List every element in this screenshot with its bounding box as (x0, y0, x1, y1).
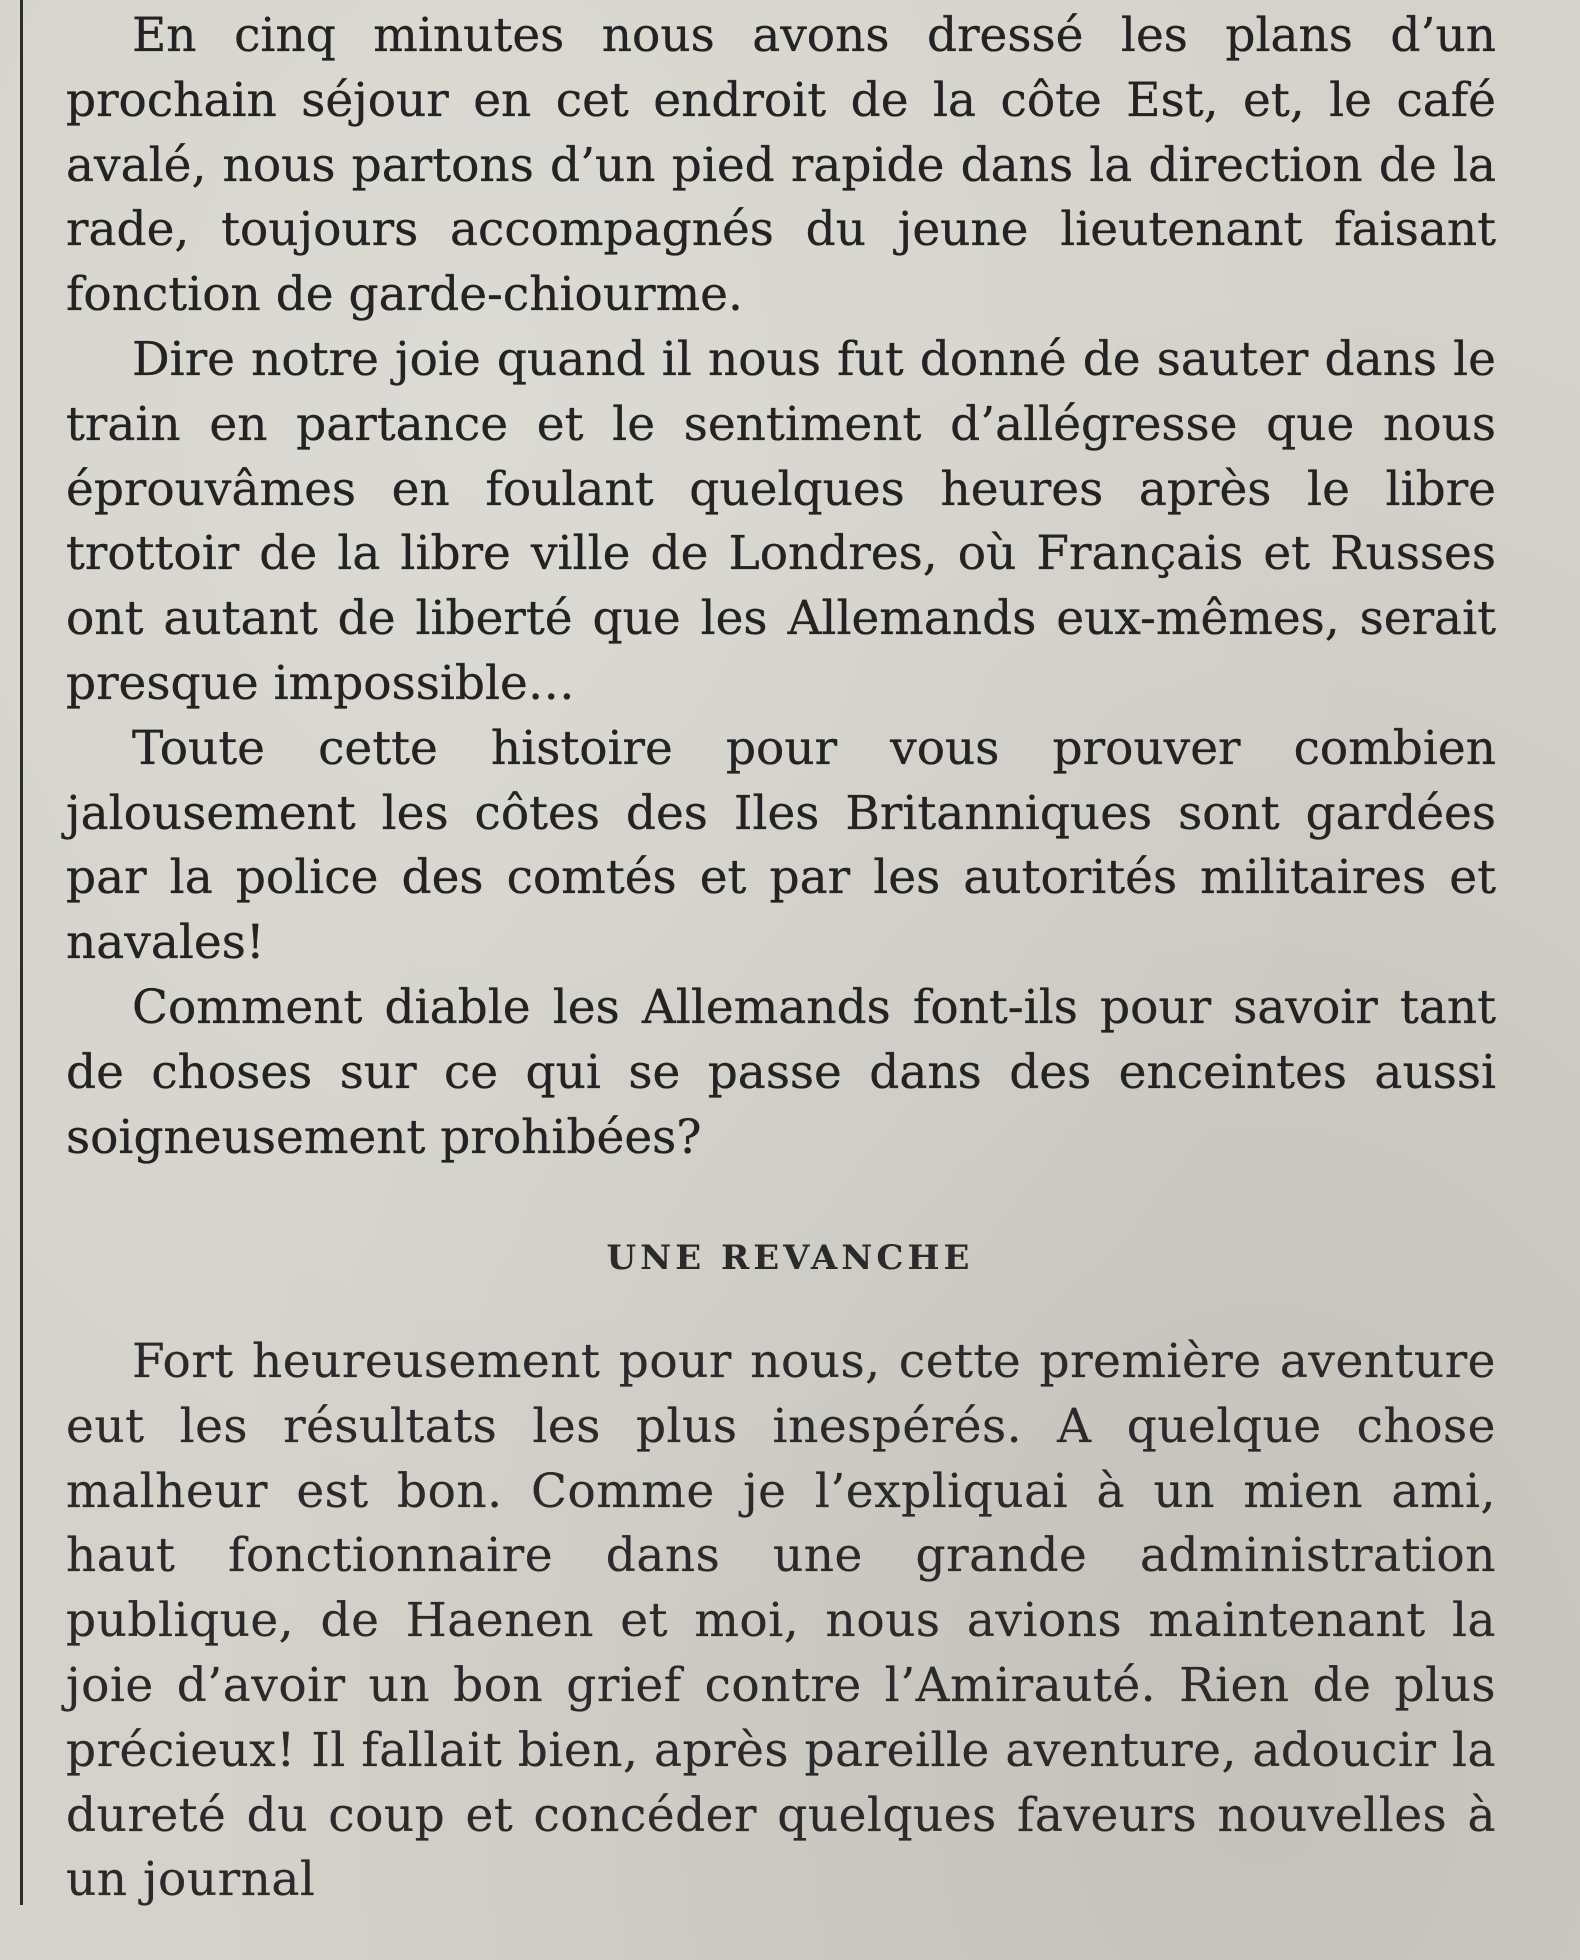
section-body (66, 1330, 1496, 1913)
margin-rule (20, 0, 23, 1905)
body-text (66, 4, 1496, 1170)
section-paragraph: Fort heureusement pour nous, cette première aventure eut les résultats les plus inespérés. A quelque chose malheur est bon. Comme je l’expliquai à un mien ami, haut fonctionnaire dans une grande administration publique, de Haenen et moi, nous avions maintenant la joie d’avoir un bon grief contre l’Amirauté. Rien de plus précieux! Il fallait bien, après pareille aventure, adoucir la dureté du coup et concéder quelques faveurs nouvelles à un journal (66, 1334, 1496, 1908)
paragraph-2: Dire notre joie quand il nous fut donné de sauter dans le train en partance et le sentiment d’allégresse que nous éprouvâmes en foulant quelques heures après le libre trottoir de la libre ville de Londres, où Français et Russes ont autant de liberté que les Allemands eux-mêmes, serait presque impossible… (66, 331, 1496, 711)
paragraph-3: Toute cette histoire pour vous prouver combien jalousement les côtes des Iles Britanniques sont gardées par la police des comtés et par les autorités militaires et navales! (66, 720, 1496, 971)
section-heading: UNE REVANCHE (606, 1238, 974, 1278)
paragraph-1: En cinq minutes nous avons dressé les plans d’un prochain séjour en cet endroit de la côte Est, et, le café avalé, nous partons d’un pied rapide dans la direction de la rade, toujours accompagnés du jeune lieutenant faisant fonction de garde-chiourme. (66, 8, 1496, 323)
paragraph-4: Comment diable les Allemands font-ils pour savoir tant de choses sur ce qui se passe dans des enceintes aussi soigneusement prohibées? (66, 979, 1496, 1165)
